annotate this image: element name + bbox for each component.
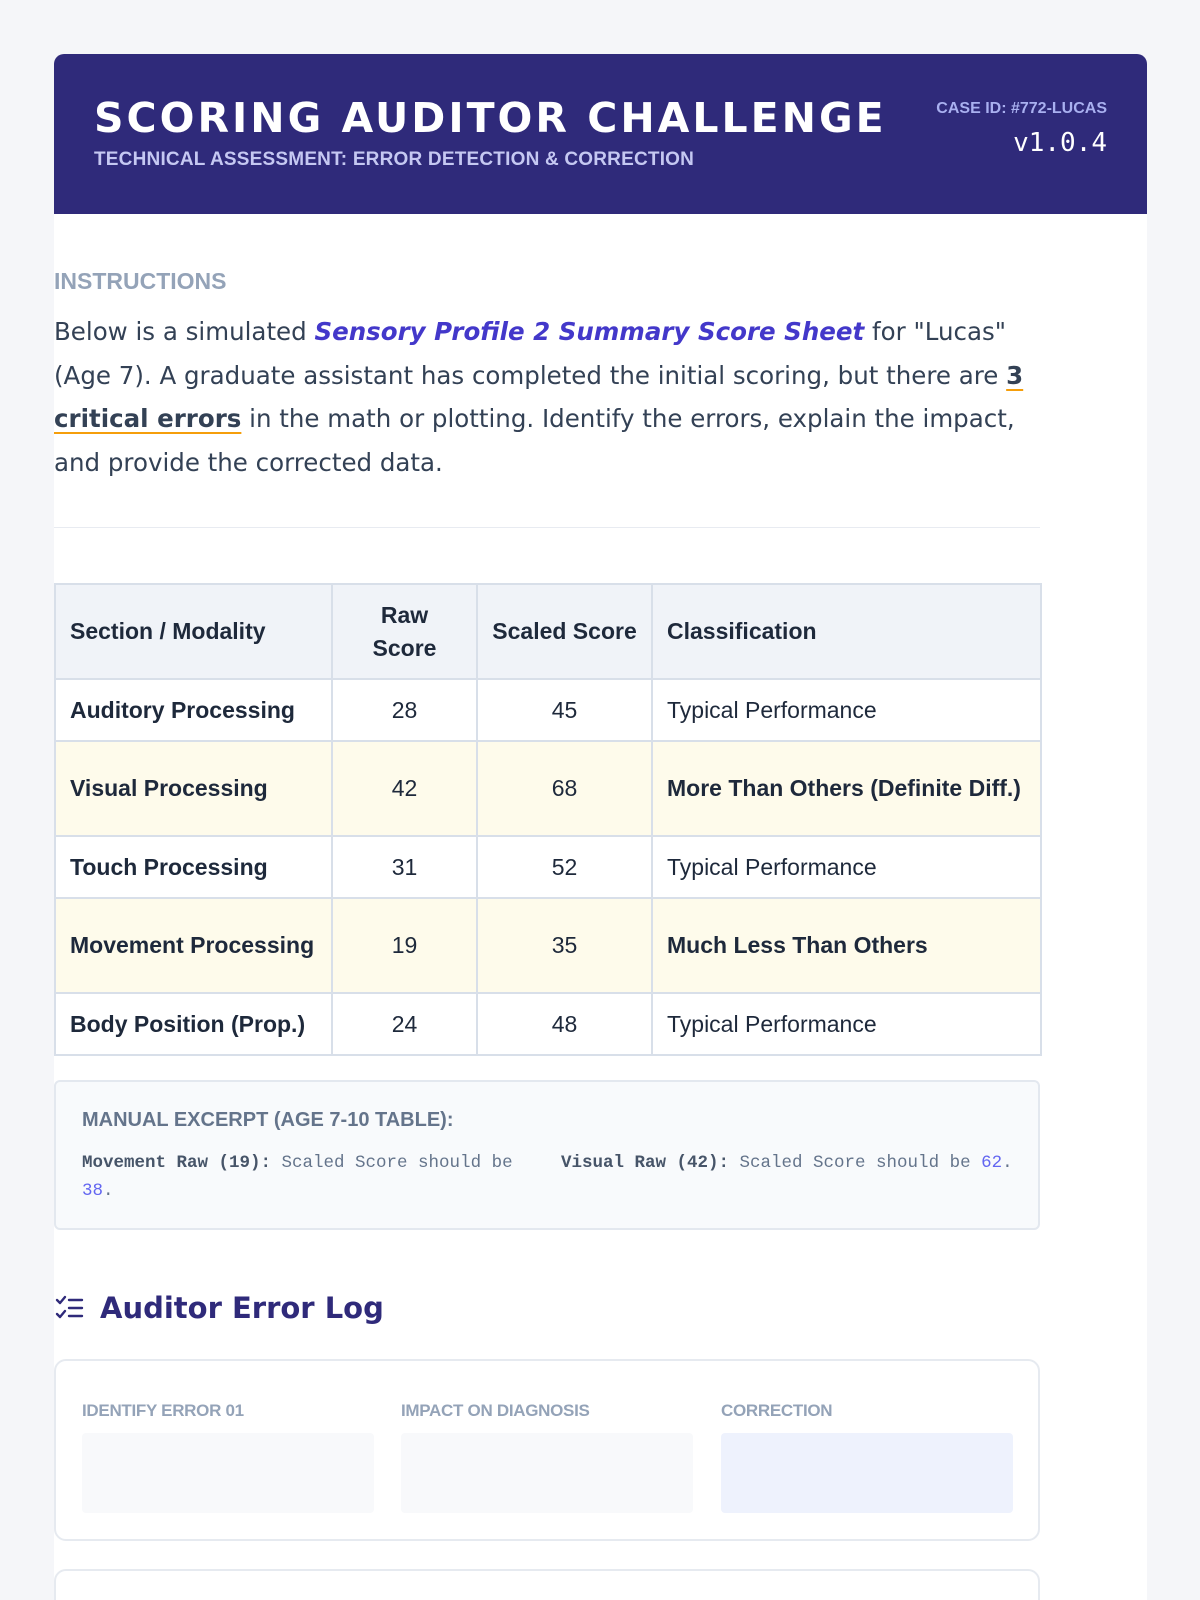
cell-raw-score: 42	[332, 741, 477, 836]
cell-scaled-score: 35	[477, 898, 652, 993]
cell-raw-score: 31	[332, 836, 477, 898]
instructions-text-part: Below is a simulated	[54, 317, 315, 346]
instructions-text-part: in the math or plotting. Identify the errors, explain the impact, and provide the corrected data.	[54, 404, 1015, 477]
score-table	[54, 583, 1042, 1056]
page-title: SCORING AUDITOR CHALLENGE	[94, 94, 887, 142]
manual-excerpt-title: MANUAL EXCERPT (AGE 7-10 TABLE):	[82, 1109, 454, 1131]
identify-error-input[interactable]	[82, 1433, 374, 1513]
cell-raw-score: 19	[332, 898, 477, 993]
error-entry-card	[54, 1359, 1040, 1541]
cell-section: Visual Processing	[55, 741, 332, 836]
correction-input[interactable]	[721, 1433, 1013, 1513]
table-header-row	[55, 584, 1041, 679]
cell-section: Touch Processing	[55, 836, 332, 898]
cell-classification: Typical Performance	[652, 679, 1041, 741]
page-subtitle: TECHNICAL ASSESSMENT: ERROR DETECTION & CORRECTION	[94, 149, 695, 170]
case-id: CASE ID: #772-LUCAS	[936, 100, 1107, 117]
error-entry-card-next	[54, 1569, 1040, 1600]
impact-input[interactable]	[401, 1433, 693, 1513]
cell-scaled-score: 68	[477, 741, 652, 836]
cell-classification: Much Less Than Others	[652, 898, 1041, 993]
column-header-raw: Raw Score	[332, 584, 477, 679]
cell-raw-score: 28	[332, 679, 477, 741]
manual-note-visual	[561, 1149, 1021, 1177]
impact-label: IMPACT ON DIAGNOSIS	[401, 1401, 590, 1420]
manual-note-key: Visual Raw (42):	[561, 1153, 730, 1173]
manual-note-value: 62	[981, 1153, 1003, 1173]
header	[54, 54, 1147, 214]
manual-note-key: Movement Raw (19):	[82, 1153, 272, 1173]
error-log-header	[54, 1288, 384, 1328]
column-header-scaled: Scaled Score	[477, 584, 652, 679]
manual-note-end: .	[1002, 1153, 1013, 1173]
manual-note-text: Scaled Score should be	[271, 1153, 513, 1173]
table-row	[55, 898, 1041, 993]
cell-raw-score: 24	[332, 993, 477, 1055]
column-header-classification: Classification	[652, 584, 1041, 679]
manual-note-end: .	[103, 1181, 114, 1201]
cell-classification: Typical Performance	[652, 993, 1041, 1055]
table-row	[55, 741, 1041, 836]
instructions-label: INSTRUCTIONS	[54, 268, 227, 294]
instructions-text	[54, 310, 1040, 484]
correction-label: CORRECTION	[721, 1401, 833, 1420]
table-row	[55, 993, 1041, 1055]
divider	[54, 527, 1040, 528]
identify-error-label: IDENTIFY ERROR 01	[82, 1401, 244, 1420]
critical-errors-highlight: 3 critical errors	[54, 360, 1024, 433]
manual-note-text: Scaled Score should be	[729, 1153, 982, 1173]
manual-note-movement	[82, 1149, 542, 1205]
column-header-section: Section / Modality	[55, 584, 332, 679]
document-name: Sensory Profile 2 Summary Score Sheet	[314, 317, 865, 346]
cell-scaled-score: 52	[477, 836, 652, 898]
manual-excerpt	[54, 1080, 1040, 1230]
cell-section: Body Position (Prop.)	[55, 993, 332, 1055]
error-log-title: Auditor Error Log	[100, 1291, 384, 1325]
cell-classification: More Than Others (Definite Diff.)	[652, 741, 1041, 836]
table-row	[55, 836, 1041, 898]
instructions-text-part: for "Lucas" (Age 7). A graduate assistant has completed the initial scoring, but there are	[54, 317, 1007, 390]
cell-scaled-score: 45	[477, 679, 652, 741]
cell-section: Movement Processing	[55, 898, 332, 993]
table-row	[55, 679, 1041, 741]
checklist-icon	[54, 1293, 84, 1323]
cell-section: Auditory Processing	[55, 679, 332, 741]
version-label: v1.0.4	[1013, 128, 1107, 158]
cell-scaled-score: 48	[477, 993, 652, 1055]
cell-classification: Typical Performance	[652, 836, 1041, 898]
manual-note-value: 38	[82, 1181, 104, 1201]
